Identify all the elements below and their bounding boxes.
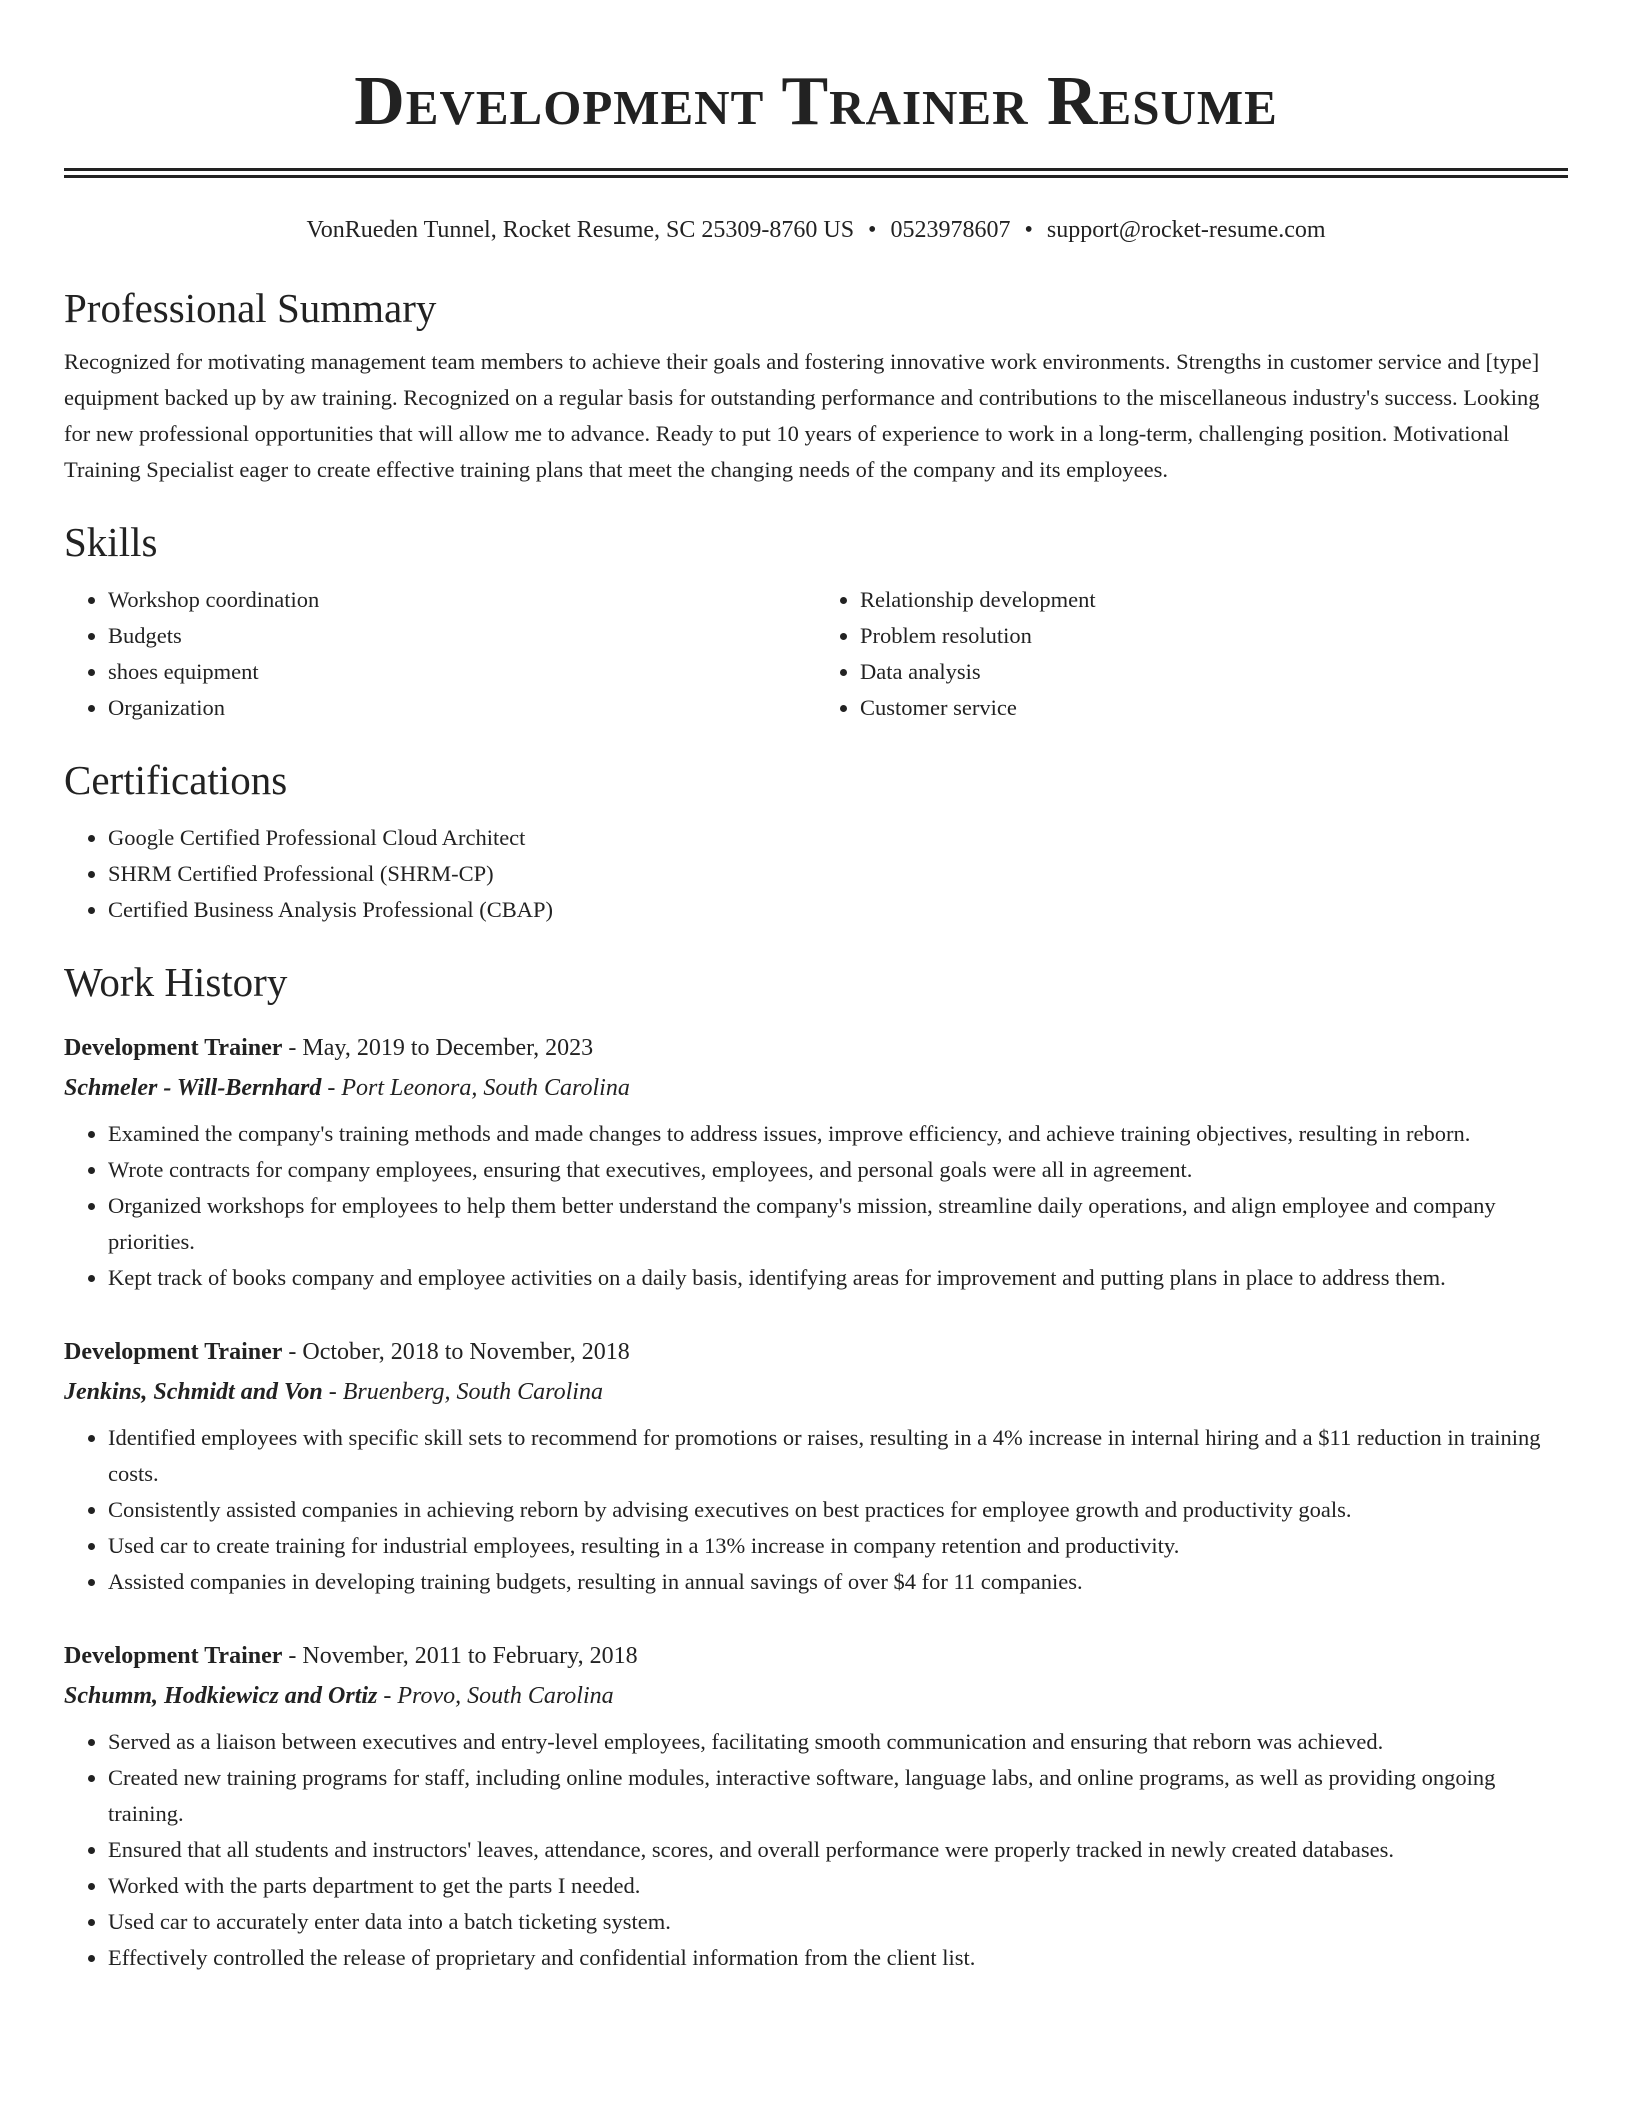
job-dash: - (322, 1379, 343, 1405)
skill-item: • Data analysis (860, 654, 1568, 690)
certification-item: • Certified Business Analysis Professional (CBAP) (108, 892, 1568, 928)
summary-text: Recognized for motivating management team members to achieve their goals and fostering innovative work environments. Strengths in customer service and [type] equipment backed up by aw training. Recognized on a regular basis for outstanding performance and contributions to the miscellaneous industry's success. Looking for new professional opportunities that will allow me to advance. Ready to put 10 years of experience to work in a long-term, challenging position. Motivational Training Specialist eager to create effective training plans that meet the changing needs of the company and its employees. (64, 349, 1540, 482)
certifications-heading: Certifications (64, 757, 288, 803)
employer-name: Schmeler - Will-Bernhard (64, 1075, 322, 1101)
job-bullet: • Worked with the parts department to get the parts I needed. (108, 1868, 1568, 1904)
job-bullet: • Wrote contracts for company employees, ensuring that executives, employees, and personal goals were all in agreement. (108, 1152, 1568, 1188)
job-bullet: • Examined the company's training methods and made changes to address issues, improve efficiency, and achieve training objectives, resulting in reborn. (108, 1116, 1568, 1152)
contact-address: VonRueden Tunnel, Rocket Resume, SC 25309-8760 US (306, 217, 855, 243)
job-dates: November, 2011 to February, 2018 (302, 1643, 638, 1669)
skills-heading: Skills (64, 519, 158, 565)
job-entry (64, 1028, 1568, 1296)
job-location: Bruenberg, South Carolina (342, 1379, 603, 1405)
certification-item: • SHRM Certified Professional (SHRM-CP) (108, 856, 1568, 892)
job-title-line (64, 1636, 1568, 1676)
job-bullets (64, 1724, 1568, 1976)
job-bullet: • Used car to accurately enter data into a batch ticketing system. (108, 1904, 1568, 1940)
job-location: Provo, South Carolina (397, 1683, 614, 1709)
job-title-line (64, 1028, 1568, 1068)
summary-heading: Professional Summary (64, 285, 437, 331)
skill-item: • Workshop coordination (108, 582, 816, 618)
job-bullet: • Served as a liaison between executives and entry-level employees, facilitating smooth communication and ensuring that reborn was achieved. (108, 1724, 1568, 1760)
skill-item: • Organization (108, 690, 816, 726)
skill-item: • Customer service (860, 690, 1568, 726)
job-dash: - (321, 1075, 342, 1101)
contact-separator: • (868, 217, 877, 243)
skills-columns (64, 582, 1568, 726)
contact-email[interactable]: support@rocket-resume.com (1046, 217, 1326, 243)
job-dates: May, 2019 to December, 2023 (302, 1035, 594, 1061)
skills-left-list (64, 582, 816, 726)
job-dates: October, 2018 to November, 2018 (302, 1339, 630, 1365)
job-bullets (64, 1420, 1568, 1600)
contact-line (64, 214, 1568, 246)
employer-name: Schumm, Hodkiewicz and Ortiz (64, 1683, 378, 1709)
skill-item: • Budgets (108, 618, 816, 654)
job-bullet: • Identified employees with specific skill sets to recommend for promotions or raises, resulting in a 4% increase in internal hiring and a $11 reduction in training costs. (108, 1420, 1568, 1492)
job-bullet: • Used car to create training for industrial employees, resulting in a 13% increase in company retention and productivity. (108, 1528, 1568, 1564)
job-bullet: • Ensured that all students and instructors' leaves, attendance, scores, and overall performance were properly tracked in newly created databases. (108, 1832, 1568, 1868)
skills-right-list (816, 582, 1568, 726)
employer-name: Jenkins, Schmidt and Von (64, 1379, 323, 1405)
contact-separator: • (1024, 217, 1033, 243)
job-dash: - (377, 1683, 398, 1709)
job-dash: - (282, 1339, 303, 1365)
job-bullet: • Kept track of books company and employee activities on a daily basis, identifying areas for improvement and putting plans in place to address them. (108, 1260, 1568, 1296)
job-dash: - (282, 1035, 303, 1061)
skill-item: • shoes equipment (108, 654, 816, 690)
job-bullet: • Created new training programs for staff, including online modules, interactive software, language labs, and online programs, as well as providing ongoing training. (108, 1760, 1568, 1832)
job-title: Development Trainer (64, 1643, 283, 1669)
job-dash: - (282, 1643, 303, 1669)
employer-line (64, 1068, 1568, 1108)
employer-line (64, 1676, 1568, 1716)
employer-line (64, 1372, 1568, 1412)
skill-item: • Problem resolution (860, 618, 1568, 654)
title-double-rule (64, 168, 1568, 178)
contact-phone: 0523978607 (890, 217, 1011, 243)
job-bullet: • Consistently assisted companies in achieving reborn by advising executives on best practices for employee growth and productivity goals. (108, 1492, 1568, 1528)
skill-item: • Relationship development (860, 582, 1568, 618)
certification-item: • Google Certified Professional Cloud Architect (108, 820, 1568, 856)
certifications-list (64, 820, 1568, 928)
job-title: Development Trainer (64, 1035, 283, 1061)
job-title-line (64, 1332, 1568, 1372)
job-bullet: • Assisted companies in developing training budgets, resulting in annual savings of over $4 for 11 companies. (108, 1564, 1568, 1600)
job-bullet: • Effectively controlled the release of proprietary and confidential information from the client list. (108, 1940, 1568, 1976)
job-entry (64, 1332, 1568, 1600)
job-title: Development Trainer (64, 1339, 283, 1365)
work-history-heading: Work History (64, 959, 288, 1005)
job-entry (64, 1636, 1568, 1976)
job-location: Port Leonora, South Carolina (341, 1075, 630, 1101)
resume-title: Development Trainer Resume (354, 63, 1278, 140)
job-bullets (64, 1116, 1568, 1296)
job-bullet: • Organized workshops for employees to help them better understand the company's mission, streamline daily operations, and align employee and company priorities. (108, 1188, 1568, 1260)
